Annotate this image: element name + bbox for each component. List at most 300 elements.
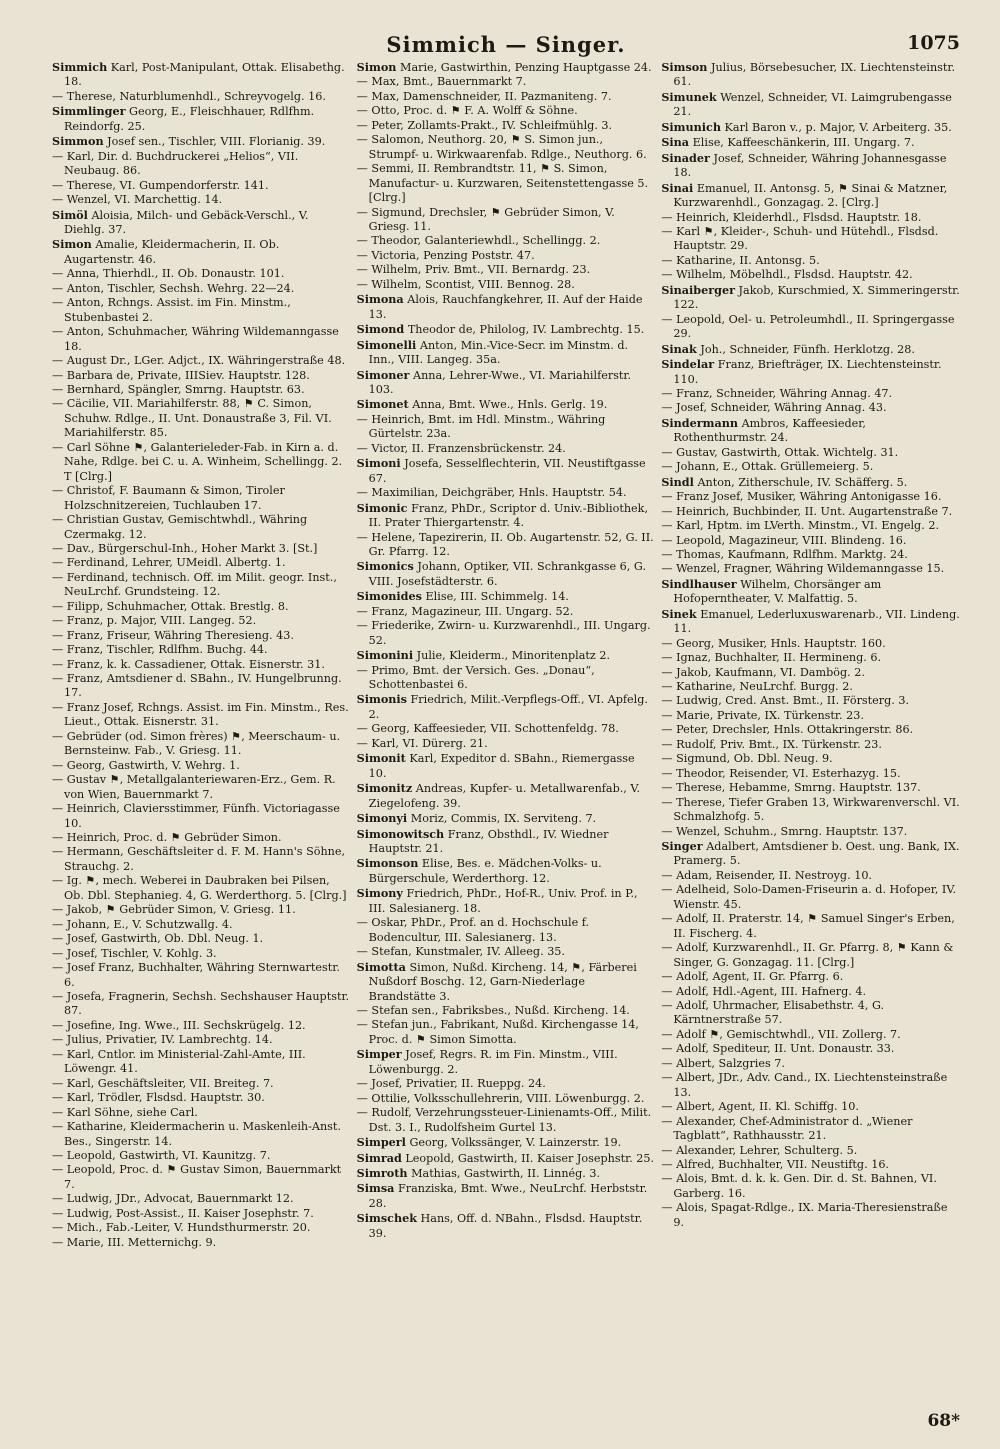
- directory-entry: [661, 1028, 960, 1042]
- entry-text: Josef, Regrs. R. im Fin. Minstm., VIII. Löwenburgg. 2.: [368, 1048, 618, 1076]
- directory-entry: [357, 1018, 656, 1047]
- entry-text: — Josef, Schneider, Währing Annag. 43.: [661, 401, 887, 415]
- entry-surname: Simona: [356, 292, 404, 307]
- directory-entry: [52, 325, 351, 354]
- entry-text: — Leopold, Proc. d. ⚑ Gustav Simon, Bauernmarkt 7.: [52, 1163, 342, 1191]
- entry-text: — Adolf, Spediteur, II. Unt. Donaustr. 33.: [661, 1042, 895, 1056]
- signature-mark: 68*: [927, 1411, 960, 1431]
- directory-entry: [357, 781, 656, 811]
- directory-entry: [52, 282, 351, 296]
- entry-text: — Josef, Gastwirth, Ob. Dbl. Neug. 1.: [52, 932, 264, 946]
- directory-entry: [357, 605, 656, 619]
- directory-entry: [52, 150, 351, 179]
- directory-entry: [357, 751, 656, 781]
- entry-text: — Franz, k. k. Cassadiener, Ottak. Eisnerstr. 31.: [52, 657, 325, 671]
- entry-text: Elise, III. Schimmelg. 14.: [425, 590, 569, 604]
- directory-entry: [357, 1106, 656, 1135]
- entry-text: Friedrich, PhDr., Hof-R., Univ. Prof. in P., III. Salesianerg. 18.: [368, 887, 638, 915]
- directory-entry: [357, 811, 656, 826]
- entry-surname: Simson: [661, 60, 708, 74]
- entry-surname: Sinek: [661, 606, 697, 621]
- entry-text: — Anton, Tischler, Sechsh. Wehrg. 22—24.: [52, 281, 295, 295]
- directory-entry: [661, 460, 960, 474]
- entry-text: — Heinrich, Kleiderhdl., Flsdsd. Hauptstr. 18.: [661, 210, 922, 224]
- entry-text: — Rudolf, Priv. Bmt., IX. Türkenstr. 23.: [661, 737, 882, 751]
- directory-entry: [661, 357, 960, 387]
- directory-entry: [661, 120, 960, 135]
- entry-surname: Simonet: [356, 397, 409, 412]
- entry-surname: Sinaiberger: [661, 282, 735, 297]
- directory-entry: [661, 970, 960, 984]
- directory-entry: [357, 1211, 656, 1241]
- entry-text: — Leopold, Gastwirth, VI. Kaunitzg. 7.: [52, 1148, 271, 1162]
- directory-entry: [52, 730, 351, 759]
- entry-text: — Katharine, Kleidermacherin u. Maskenleih-Anst. Bes., Singerstr. 14.: [52, 1120, 341, 1148]
- directory-entry: [357, 368, 656, 398]
- entry-text: Johann, Optiker, VII. Schrankgasse 6, G. VIII. Josefstädterstr. 6.: [368, 560, 646, 588]
- entry-text: — Wenzel, VI. Marchettig. 14.: [52, 193, 223, 207]
- entry-text: Friedrich, Milit.-Verpflegs-Off., VI. Apfelg. 2.: [368, 693, 648, 721]
- entry-text: — Josef, Tischler, V. Kohlg. 3.: [52, 946, 217, 960]
- directory-entry: [52, 1106, 351, 1120]
- entry-surname: Simmlinger: [52, 104, 126, 119]
- entry-text: Franziska, Bmt. Wwe., NeuLrchf. Herbststr. 28.: [368, 1182, 648, 1210]
- entry-text: — Carl Söhne ⚑, Galanterieleder-Fab. in Kirn a. d. Nahe, Rdlge. bei C. u. A. Winheim, Schellingg. 2. T [Clrg.]: [52, 440, 343, 483]
- entry-surname: Sinak: [661, 341, 697, 356]
- directory-entry: [661, 534, 960, 548]
- entry-surname: Simon: [356, 60, 397, 74]
- entry-text: — Marie, Private, IX. Türkenstr. 23.: [661, 708, 864, 722]
- directory-entry: [357, 1004, 656, 1018]
- column-right: [661, 60, 960, 1400]
- directory-entry: [52, 1192, 351, 1206]
- directory-entry: [661, 985, 960, 999]
- entry-text: Hans, Off. d. NBahn., Flsdsd. Hauptstr. 39.: [368, 1212, 643, 1240]
- entry-text: Moriz, Commis, IX. Serviteng. 7.: [410, 812, 597, 826]
- entry-text: — Sigmund, Ob. Dbl. Neug. 9.: [661, 752, 833, 766]
- entry-text: — Stefan sen., Fabriksbes., Nußd. Kircheng. 14.: [356, 1004, 630, 1017]
- entry-text: — Heinrich, Bmt. im Hdl. Minstm., Währing Gürtelstr. 23a.: [356, 412, 606, 441]
- entry-text: — Katharine, NeuLrchf. Burgg. 2.: [661, 680, 853, 694]
- directory-entry: [661, 912, 960, 941]
- directory-entry: [661, 767, 960, 781]
- entry-surname: Simony: [356, 886, 403, 901]
- directory-entry: [357, 886, 656, 916]
- directory-entry: [661, 254, 960, 268]
- entry-text: — Josefa, Fragnerin, Sechsh. Sechshauser Hauptstr. 87.: [52, 990, 350, 1018]
- directory-entry: [357, 486, 656, 500]
- entry-text: — Gustav, Gastwirth, Ottak. Wichtelg. 31.: [661, 445, 899, 459]
- entry-text: — Ignaz, Buchhalter, II. Hermineng. 6.: [661, 651, 882, 665]
- entry-text: — Johann, E., Ottak. Grüllemeierg. 5.: [661, 460, 874, 474]
- directory-entry: [661, 680, 960, 694]
- entry-text: — Rudolf, Verzehrungssteuer-Linienamts-Off., Milit. Dst. 3. I., Rudolfsheim Gurtel 13.: [356, 1106, 652, 1134]
- columns: [52, 60, 960, 1400]
- directory-entry: [661, 342, 960, 357]
- entry-text: — Ferdinand, Lehrer, UMeidl. Albertg. 1.: [52, 556, 286, 570]
- entry-surname: Simöl: [52, 207, 88, 222]
- entry-text: — Katharine, II. Antonsg. 5.: [661, 253, 820, 267]
- directory-entry: [661, 1115, 960, 1144]
- entry-surname: Singer: [661, 839, 703, 854]
- directory-entry: [357, 162, 656, 205]
- directory-entry: [52, 831, 351, 845]
- directory-entry: [661, 401, 960, 415]
- entry-text: Wilhelm, Chorsänger am Hofoperntheater, V. Malfattig. 5.: [673, 577, 882, 606]
- directory-entry: [661, 505, 960, 519]
- directory-entry: [52, 918, 351, 932]
- entry-text: — Victoria, Penzing Poststr. 47.: [356, 248, 535, 262]
- entry-text: — Franz, Schneider, Währing Annag. 47.: [661, 386, 893, 400]
- entry-text: Anton, Zitherschule, IV. Schäfferg. 5.: [697, 475, 908, 489]
- entry-text: — Jakob, Kaufmann, VI. Dambög. 2.: [661, 665, 865, 679]
- entry-surname: Simonelli: [356, 337, 417, 352]
- entry-text: — Georg, Gastwirth, V. Wehrg. 1.: [52, 758, 240, 772]
- entry-text: Marie, Gastwirthin, Penzing Hauptgasse 24.: [400, 61, 652, 74]
- directory-entry: [52, 267, 351, 281]
- directory-entry: [52, 296, 351, 325]
- entry-text: — Jakob, ⚑ Gebrüder Simon, V. Griesg. 11.: [52, 903, 296, 917]
- entry-text: Anna, Lehrer-Wwe., VI. Mariahilferstr. 103.: [368, 368, 632, 396]
- entry-text: — Georg, Musiker, Hnls. Hauptstr. 160.: [661, 636, 886, 650]
- entry-text: — Heinrich, Proc. d. ⚑ Gebrüder Simon.: [52, 831, 282, 845]
- entry-surname: Simonic: [356, 500, 408, 515]
- entry-surname: Simperl: [356, 1135, 406, 1150]
- directory-entry: [661, 211, 960, 225]
- entry-surname: Simonyi: [356, 811, 408, 826]
- entry-surname: Simmon: [52, 134, 104, 149]
- directory-entry: [52, 932, 351, 946]
- entry-text: — Franz Josef, Musiker, Währing Antonigasse 16.: [661, 490, 942, 504]
- directory-entry: [357, 90, 656, 104]
- entry-surname: Simsa: [356, 1181, 395, 1196]
- entry-text: Andreas, Kupfer- u. Metallwarenfab., V. Ziegelofeng. 39.: [368, 782, 641, 810]
- directory-entry: [357, 249, 656, 263]
- directory-entry: [52, 104, 351, 134]
- directory-entry: [357, 664, 656, 693]
- entry-surname: Simotta: [356, 959, 406, 974]
- entry-text: — Victor, II. Franzensbrückenstr. 24.: [356, 441, 566, 455]
- directory-entry: [661, 577, 960, 607]
- directory-entry: [52, 947, 351, 961]
- directory-entry: [357, 501, 656, 531]
- entry-surname: Simonowitsch: [356, 826, 445, 841]
- directory-entry: [52, 134, 351, 149]
- entry-text: — Josef, Privatier, II. Rueppg. 24.: [356, 1077, 546, 1091]
- entry-text: Emanuel, Lederluxuswarenarb., VII. Lindeng. 11.: [673, 607, 960, 636]
- entry-text: Jakob, Kurschmied, X. Simmeringerstr. 122.: [673, 283, 960, 312]
- entry-text: Josefa, Sesselflechterin, VII. Neustiftgasse 67.: [368, 457, 646, 485]
- entry-text: — Max, Damenschneider, II. Pazmaniteng. 7.: [356, 89, 612, 103]
- directory-entry: [52, 802, 351, 831]
- directory-entry: [661, 941, 960, 970]
- entry-text: Leopold, Gastwirth, II. Kaiser Josephstr. 25.: [405, 1151, 655, 1165]
- directory-entry: [661, 999, 960, 1028]
- entry-text: Elise, Bes. e. Mädchen-Volks- u. Bürgerschule, Werderthorg. 12.: [368, 857, 602, 885]
- entry-text: — Hermann, Geschäftsleiter d. F. M. Hann's Söhne, Strauchg. 2.: [52, 845, 346, 873]
- entry-text: — Franz, Tischler, Rdlfhm. Buchg. 44.: [52, 643, 268, 657]
- directory-entry: [52, 701, 351, 730]
- entry-surname: Simunek: [661, 89, 717, 104]
- directory-entry: [661, 135, 960, 150]
- directory-entry: [661, 1057, 960, 1071]
- directory-entry: [357, 945, 656, 959]
- directory-entry: [52, 513, 351, 542]
- entry-text: Adalbert, Amtsdiener b. Oest. ung. Bank, IX. Pramerg. 5.: [673, 840, 960, 868]
- directory-entry: [52, 759, 351, 773]
- entry-surname: Simper: [356, 1047, 402, 1062]
- entry-text: — Therese, VI. Gumpendorferstr. 141.: [52, 178, 269, 192]
- entry-text: — Anna, Thierhdl., II. Ob. Donaustr. 101.: [52, 267, 285, 281]
- entry-text: — Peter, Drechsler, Hnls. Ottakringerstr. 86.: [661, 723, 914, 737]
- entry-text: — Dav., Bürgerschul-Inh., Hoher Markt 3. [St.]: [52, 541, 318, 555]
- page-header: [52, 30, 960, 60]
- entry-surname: Simonis: [356, 692, 407, 707]
- directory-entry: [357, 1047, 656, 1077]
- entry-surname: Sina: [661, 135, 690, 150]
- directory-entry: [52, 90, 351, 104]
- entry-text: — Franz, Friseur, Währing Theresieng. 43.: [52, 628, 294, 642]
- directory-entry: [357, 960, 656, 1004]
- entry-text: — Ludwig, JDr., Advocat, Bauernmarkt 12.: [52, 1192, 294, 1206]
- entry-text: — Christian Gustav, Gemischtwhdl., Währing Czermakg. 12.: [52, 513, 308, 541]
- entry-surname: Simoner: [356, 367, 410, 382]
- entry-surname: Simschek: [356, 1211, 417, 1226]
- directory-entry: [52, 629, 351, 643]
- entry-text: — Karl, Trödler, Flsdsd. Hauptstr. 30.: [52, 1091, 265, 1105]
- directory-entry: [357, 119, 656, 133]
- directory-entry: [661, 416, 960, 446]
- directory-entry: [357, 1092, 656, 1106]
- entry-text: — Karl, Hptm. im LVerth. Minstm., VI. Engelg. 2.: [661, 519, 940, 533]
- directory-entry: [52, 179, 351, 193]
- entry-text: — Salomon, Neuthorg. 20, ⚑ S. Simon jun., Strumpf- u. Wirkwaarenfab. Rdlge., Neuthorg. 6.: [356, 133, 647, 161]
- directory-entry: [661, 709, 960, 723]
- directory-entry: [52, 1091, 351, 1105]
- directory-entry: [52, 1048, 351, 1077]
- entry-text: — Julius, Privatier, IV. Lambrechtg. 14.: [52, 1033, 273, 1047]
- directory-entry: [661, 637, 960, 651]
- column-left: [52, 60, 351, 1400]
- entry-text: — Cäcilie, VII. Mariahilferstr. 88, ⚑ C. Simon, Schuhw. Rdlge., II. Unt. Donaustraße 3, Fil. VI. Mariahilferstr. 85.: [52, 397, 332, 440]
- entry-text: — Karl, Cntlor. im Ministerial-Zahl-Amte, III. Löwengr. 41.: [52, 1047, 306, 1076]
- entry-text: — Adolf, II. Praterstr. 14, ⚑ Samuel Singer's Erben, II. Fischerg. 4.: [661, 912, 955, 940]
- entry-text: — Helene, Tapezirerin, II. Ob. Augartenstr. 52, G. II. Gr. Pfarrg. 12.: [356, 530, 654, 558]
- entry-text: — Josef Franz, Buchhalter, Währing Sternwartestr. 6.: [52, 961, 340, 989]
- entry-text: Josef sen., Tischler, VIII. Florianig. 39.: [107, 135, 326, 149]
- directory-entry: [52, 369, 351, 383]
- directory-entry: [52, 845, 351, 874]
- entry-text: Karl Baron v., p. Major, V. Arbeiterg. 35.: [724, 120, 952, 134]
- directory-entry: [357, 206, 656, 235]
- entry-text: — Albert, Agent, II. Kl. Schiffg. 10.: [661, 1100, 859, 1114]
- directory-entry: [357, 827, 656, 857]
- entry-surname: Simunich: [661, 119, 721, 134]
- entry-text: — Alexander, Chef-Administrator d. „Wiener Tagblatt“, Rathhausstr. 21.: [661, 1114, 913, 1143]
- entry-text: — Anton, Rchngs. Assist. im Fin. Minstm., Stubenbastei 2.: [52, 296, 291, 324]
- directory-entry: [52, 571, 351, 600]
- entry-text: — Georg, Kaffeesieder, VII. Schottenfeldg. 78.: [356, 722, 619, 736]
- directory-entry: [661, 839, 960, 869]
- directory-entry: [661, 738, 960, 752]
- entry-text: — Adolf, Kurzwarenhdl., II. Gr. Pfarrg. 8, ⚑ Kann & Singer, G. Gonzagag. 11. [Clrg.]: [661, 941, 954, 969]
- entry-text: — Alois, Bmt. d. k. k. Gen. Dir. d. St. Bahnen, VI. Garberg. 16.: [661, 1172, 937, 1200]
- entry-text: — Adolf, Agent, II. Gr. Pfarrg. 6.: [661, 970, 844, 984]
- directory-entry: [661, 781, 960, 795]
- entry-text: Julie, Kleiderm., Minoritenplatz 2.: [416, 649, 611, 663]
- entry-text: — Ferdinand, technisch. Off. im Milit. geogr. Inst., NeuLrchf. Grundsteing. 12.: [52, 570, 337, 599]
- directory-entry: [357, 1077, 656, 1091]
- entry-text: — Oskar, PhDr., Prof. an d. Hochschule f. Bodencultur, III. Salesianerg. 13.: [356, 916, 590, 944]
- entry-text: — Ottilie, Volksschullehrerin, VIII. Löwenburgg. 2.: [356, 1091, 645, 1105]
- directory-entry: [661, 225, 960, 254]
- entry-text: Julius, Börsebesucher, IX. Liechtensteinstr. 61.: [673, 61, 956, 89]
- directory-entry: [357, 397, 656, 412]
- directory-entry: [52, 874, 351, 903]
- entry-text: Georg, Volkssänger, V. Lainzerstr. 19.: [409, 1136, 622, 1150]
- directory-entry: [661, 666, 960, 680]
- directory-entry: [661, 694, 960, 708]
- entry-text: — Therese, Tiefer Graben 13, Wirkwarenverschl. VI. Schmalzhofg. 5.: [661, 795, 960, 824]
- directory-entry: [52, 658, 351, 672]
- directory-entry: [661, 1158, 960, 1172]
- entry-text: — Karl ⚑, Kleider-, Schuh- und Hütehdl., Flsdsd. Hauptstr. 29.: [661, 224, 939, 253]
- directory-entry: [661, 869, 960, 883]
- entry-text: Georg, E., Fleischhauer, Rdlfhm. Reindorfg. 25.: [64, 105, 315, 133]
- directory-entry: [357, 737, 656, 751]
- entry-text: Emanuel, II. Antonsg. 5, ⚑ Sinai & Matzner, Kurzwarenhdl., Gonzagag. 2. [Clrg.]: [673, 181, 948, 210]
- entry-text: — Heinrich, Claviersstimmer, Fünfh. Victoriagasse 10.: [52, 802, 340, 830]
- entry-text: Joh., Schneider, Fünfh. Herklotzg. 28.: [700, 342, 915, 356]
- entry-text: — Bernhard, Spängler, Smrng. Hauptstr. 63.: [52, 382, 305, 396]
- entry-text: — Ludwig, Cred. Anst. Bmt., II. Försterg. 3.: [661, 694, 910, 708]
- directory-entry: [52, 1033, 351, 1047]
- directory-entry: [357, 234, 656, 248]
- entry-surname: Simrad: [356, 1150, 402, 1165]
- entry-surname: Simonitz: [356, 781, 413, 796]
- directory-entry: [52, 1019, 351, 1033]
- entry-text: — Karl, Geschäftsleiter, VII. Breiteg. 7.: [52, 1076, 274, 1090]
- directory-entry: [357, 916, 656, 945]
- directory-entry: [357, 338, 656, 368]
- entry-text: Simon, Nußd. Kircheng. 14, ⚑, Färberei Nußdorf Boschg. 12, Garn-Niederlage Brandstätte 3.: [368, 960, 637, 1003]
- entry-text: — Wenzel, Schuhm., Smrng. Hauptstr. 137.: [661, 824, 908, 838]
- directory-entry: [661, 387, 960, 401]
- entry-surname: Sindlhauser: [661, 576, 737, 591]
- directory-entry: [357, 1151, 656, 1166]
- directory-entry: [52, 672, 351, 701]
- entry-text: Theodor de, Philolog, IV. Lambrechtg. 15.: [407, 323, 645, 337]
- directory-entry: [661, 607, 960, 637]
- directory-entry: [52, 542, 351, 556]
- entry-text: — Adolf, Hdl.-Agent, III. Hafnerg. 4.: [661, 984, 867, 998]
- directory-entry: [357, 322, 656, 337]
- directory-entry: [661, 562, 960, 576]
- entry-text: — Wenzel, Fragner, Währing Wildemanngasse 15.: [661, 562, 945, 576]
- entry-text: — Friederike, Zwirn- u. Kurzwarenhdl., III. Ungarg. 52.: [356, 619, 651, 647]
- entry-text: Anna, Bmt. Wwe., Hnls. Gerlg. 19.: [412, 398, 608, 412]
- entry-text: — Johann, E., V. Schutzwallg. 4.: [52, 917, 233, 931]
- directory-entry: [52, 1077, 351, 1091]
- directory-entry: [52, 903, 351, 917]
- directory-entry: [52, 397, 351, 440]
- directory-entry: [52, 1120, 351, 1149]
- entry-surname: Simroth: [356, 1165, 408, 1180]
- entry-surname: Sinai: [661, 180, 694, 195]
- directory-entry: [357, 442, 656, 456]
- entry-text: — Heinrich, Buchbinder, II. Unt. Augartenstraße 7.: [661, 504, 953, 518]
- directory-entry: [357, 648, 656, 663]
- directory-entry: [661, 60, 960, 90]
- entry-text: Karl, Expeditor d. SBahn., Riemergasse 10.: [368, 752, 635, 780]
- page-number: 1075: [907, 32, 960, 54]
- entry-text: — Theodor, Galanteriewhdl., Schellingg. 2.: [356, 234, 601, 248]
- column-middle: [357, 60, 656, 1400]
- entry-text: — Semmi, II. Rembrandtstr. 11, ⚑ S. Simon, Manufactur- u. Kurzwaren, Seitenstettengasse 5. [Clrg.]: [356, 162, 649, 205]
- directory-entry: [357, 1135, 656, 1150]
- entry-text: — Peter, Zollamts-Prakt., IV. Schleifmühlg. 3.: [356, 118, 613, 132]
- directory-entry: [52, 556, 351, 570]
- directory-entry: [52, 643, 351, 657]
- entry-text: Elise, Kaffeeschänkerin, III. Ungarg. 7.: [692, 136, 915, 150]
- entry-text: Aloisia, Milch- und Gebäck-Verschl., V. Diehlg. 37.: [64, 208, 309, 236]
- entry-text: — Franz, Amtsdiener d. SBahn., IV. Hungelbrunng. 17.: [52, 672, 342, 700]
- directory-entry: [52, 1163, 351, 1192]
- directory-entry: [52, 1236, 351, 1250]
- directory-entry: [357, 278, 656, 292]
- entry-text: Mathias, Gastwirth, II. Linnég. 3.: [411, 1166, 601, 1180]
- entry-text: — Ig. ⚑, mech. Weberei in Daubraken bei Pilsen, Ob. Dbl. Stephanieg. 4, G. Werderthorg. 5. [Clrg.]: [52, 874, 347, 902]
- directory-entry: [661, 519, 960, 533]
- entry-text: — Anton, Schuhmacher, Währing Wildemanngasse 18.: [52, 325, 339, 353]
- entry-text: — Christof, F. Baumann & Simon, Tiroler Holzschnitzereien, Tuchlauben 17.: [52, 484, 285, 512]
- entry-text: — Alexander, Lehrer, Schulterg. 5.: [661, 1143, 858, 1157]
- directory-entry: [357, 292, 656, 322]
- entry-text: — Adolf ⚑, Gemischtwhdl., VII. Zollerg. 7.: [661, 1027, 901, 1041]
- directory-entry: [357, 692, 656, 722]
- entry-surname: Simmich: [52, 60, 108, 74]
- entry-surname: Simoni: [356, 456, 401, 471]
- entry-surname: Simonides: [356, 589, 422, 604]
- entry-text: Franz, Briefträger, IX. Liechtensteinstr. 110.: [673, 358, 942, 386]
- directory-entry: [52, 1221, 351, 1235]
- entry-text: — Max, Bmt., Bauernmarkt 7.: [356, 75, 527, 89]
- directory-entry: [52, 600, 351, 614]
- entry-surname: Simond: [356, 322, 405, 337]
- entry-text: — Albert, Salzgries 7.: [661, 1056, 785, 1070]
- directory-entry: [52, 1207, 351, 1221]
- entry-text: — Franz, Magazineur, III. Ungarg. 52.: [356, 604, 574, 618]
- directory-entry: [661, 313, 960, 342]
- entry-text: Amalie, Kleidermacherin, II. Ob. Augartenstr. 46.: [64, 238, 280, 266]
- entry-text: — Karl, Dir. d. Buchdruckerei „Helios“, VII. Neubaug. 86.: [52, 149, 299, 178]
- directory-entry: [52, 773, 351, 802]
- entry-surname: Simonson: [356, 856, 419, 871]
- directory-entry: [661, 883, 960, 912]
- entry-text: Anton, Min.-Vice-Secr. im Minstm. d. Inn., VIII. Langeg. 35a.: [368, 338, 629, 367]
- directory-entry: [357, 589, 656, 604]
- directory-entry: [357, 722, 656, 736]
- entry-text: Franz, PhDr., Scriptor d. Univ.-Bibliothek, II. Prater Thiergartenstr. 4.: [368, 501, 649, 530]
- entry-text: — Primo, Bmt. der Versich. Ges. „Donau“, Schottenbastei 6.: [356, 663, 595, 692]
- directory-entry: [661, 1100, 960, 1114]
- directory-entry: [661, 1071, 960, 1100]
- entry-text: — Marie, III. Metternichg. 9.: [52, 1235, 217, 1249]
- entry-text: — Franz, p. Major, VIII. Langeg. 52.: [52, 614, 257, 628]
- entry-text: — August Dr., LGer. Adjct., IX. Währingerstraße 48.: [52, 354, 346, 368]
- page-title: Simmich — Singer.: [386, 32, 626, 57]
- directory-entry: [52, 614, 351, 628]
